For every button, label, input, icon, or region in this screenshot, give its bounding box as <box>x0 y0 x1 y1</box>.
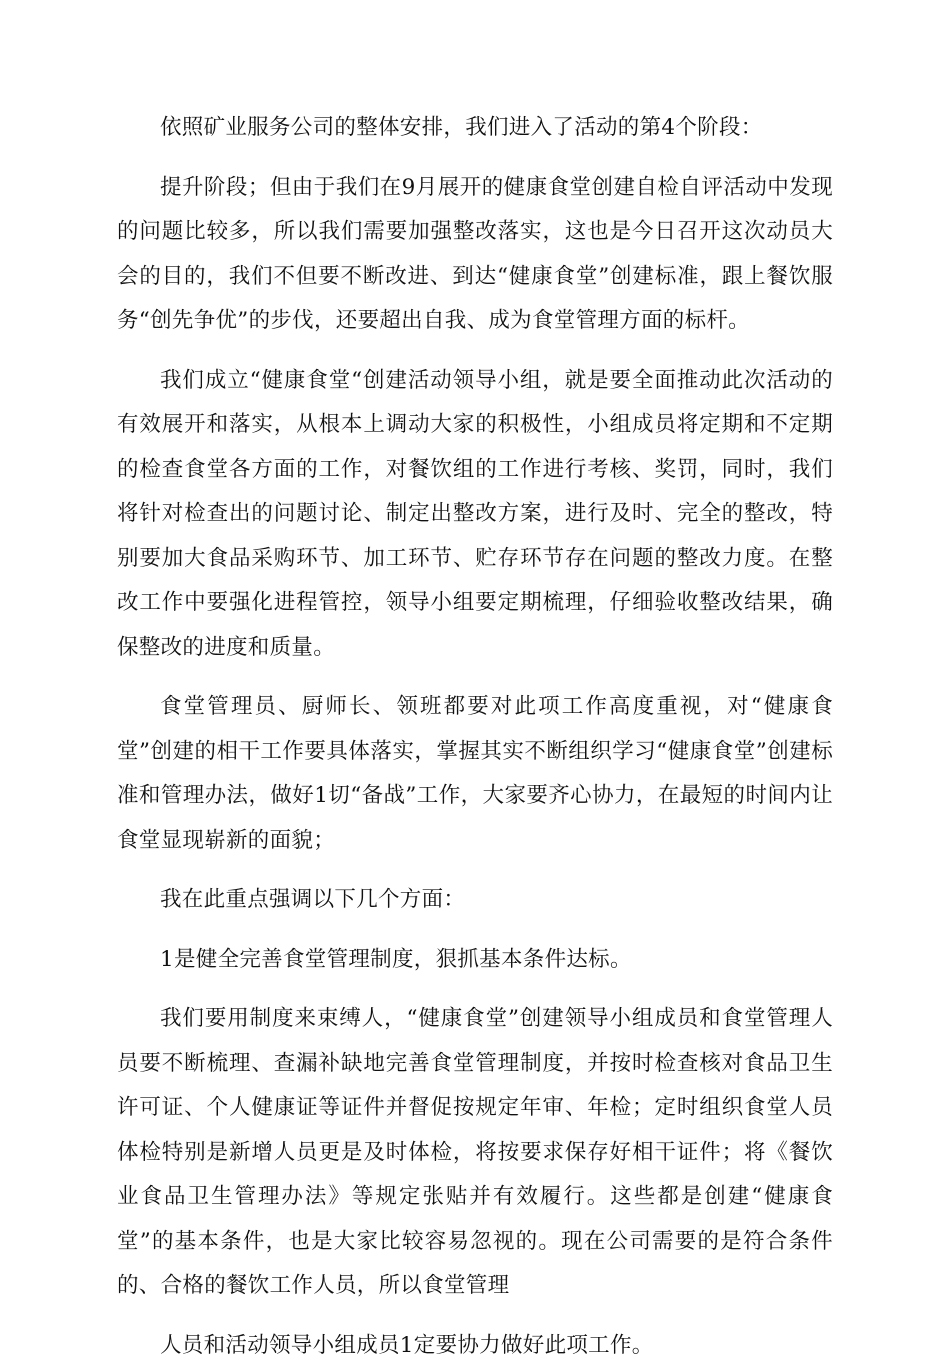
paragraph-leading-group: 我们成立“健康食堂“创建活动领导小组，就是要全面推动此次活动的有效展开和落实，从根本上调动大家的积极性，小组成员将定期和不定期的检查食堂各方面的工作，对餐饮组的工作进行考核、奖罚，同时，我们将针对检查出的问题讨论、制定出整改方案，进行及时、完全的整改，特别要加大食品采购环节、加工环节、贮存环节存在问题的整改力度。在整改工作中要强化进程管控，领导小组要定期梳理，仔细验收整改结果，确保整改的进度和质量。 <box>117 359 833 671</box>
document-body <box>117 106 833 1368</box>
paragraph-point-one: 1是健全完善食堂管理制度，狠抓基本条件达标。 <box>117 938 833 983</box>
paragraph-improvement-stage: 提升阶段；但由于我们在9月展开的健康食堂创建自检自评活动中发现的问题比较多，所以我们需要加强整改落实，这也是今日召开这次动员大会的目的，我们不但要不断改进、到达“健康食堂”创建标准，跟上餐饮服务“创先争优”的步伐，还要超出自我、成为食堂管理方面的标杆。 <box>117 166 833 344</box>
paragraph-key-points-intro: 我在此重点强调以下几个方面： <box>117 878 833 923</box>
paragraph-canteen-staff: 食堂管理员、厨师长、领班都要对此项工作高度重视，对“健康食堂”创建的相干工作要具体落实，掌握其实不断组织学习“健康食堂”创建标准和管理办法，做好1切“备战”工作，大家要齐心协力，在最短的时间内让食堂显现崭新的面貌； <box>117 685 833 863</box>
paragraph-stage-four: 依照矿业服务公司的整体安排，我们进入了活动的第4个阶段： <box>117 106 833 151</box>
paragraph-management-system: 我们要用制度来束缚人，“健康食堂”创建领导小组成员和食堂管理人员要不断梳理、查漏补缺地完善食堂管理制度，并按时检查核对食品卫生许可证、个人健康证等证件并督促按规定年审、年检；定时组织食堂人员体检特别是新增人员更是及时体检，将按要求保存好相干证件；将《餐饮业食品卫生管理办法》等规定张贴并有效履行。这些都是创建“健康食堂”的基本条件，也是大家比较容易忽视的。现在公司需要的是符合条件的、合格的餐饮工作人员，所以食堂管理 <box>117 997 833 1309</box>
paragraph-closing: 人员和活动领导小组成员1定要协力做好此项工作。 <box>117 1324 833 1368</box>
